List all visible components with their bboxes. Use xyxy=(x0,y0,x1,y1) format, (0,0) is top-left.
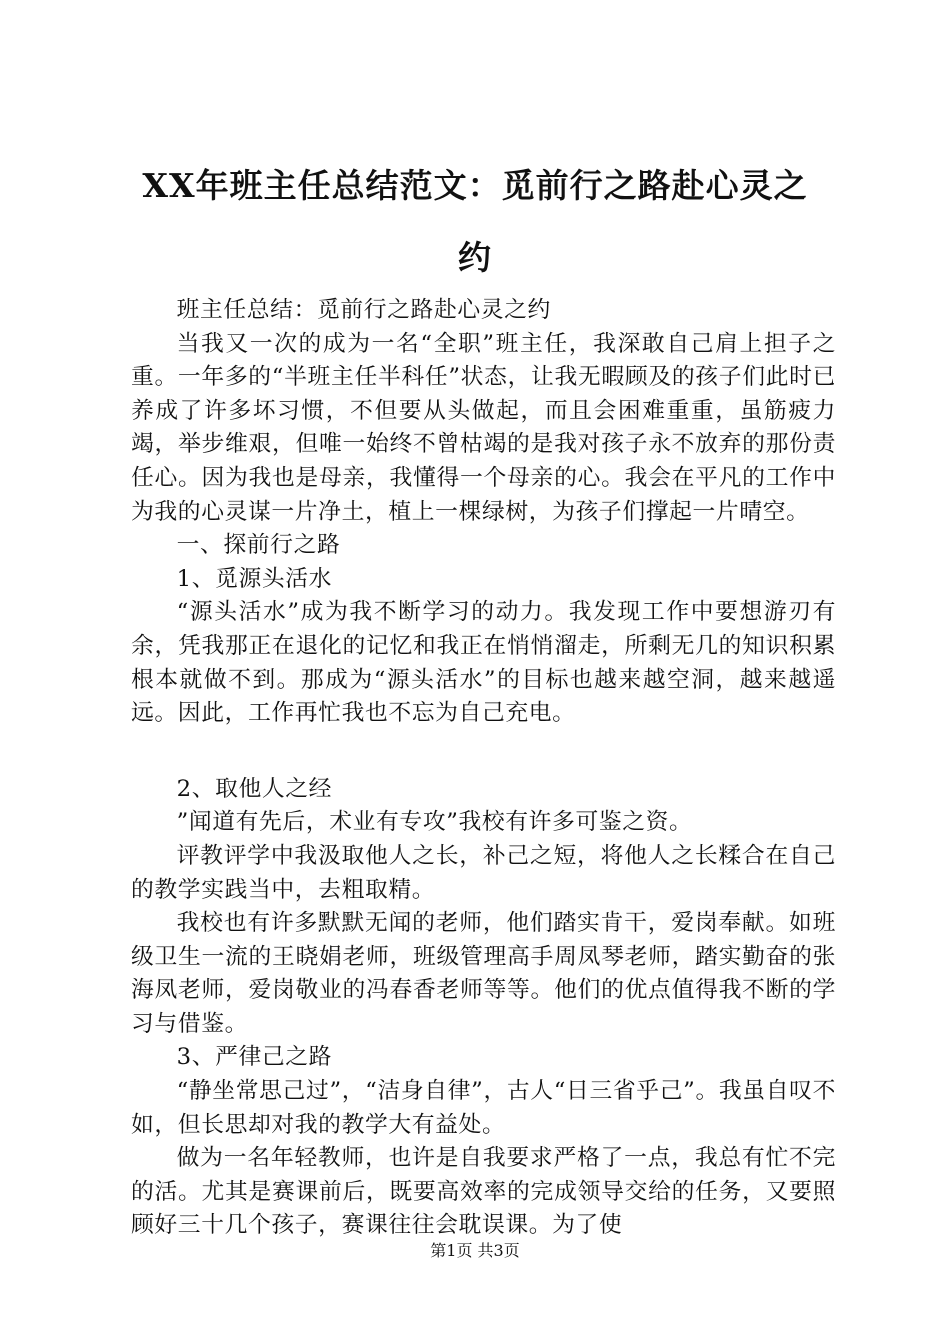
title-line-2: 约 xyxy=(458,238,492,277)
body-paragraph: 做为一名年轻教师，也许是自我要求严格了一点，我总有忙不完的活。尤其是赛课前后，既要高效率的完成领导交给的任务，又要照顾好三十几个孩子，赛课往往会耽误课。为了使 xyxy=(131,1145,836,1239)
body-paragraph: “静坐常思己过”，“洁身自律”，古人“日三省乎己”。我虽自叹不如，但长思却对我的教学大有益处。 xyxy=(131,1078,836,1138)
section-heading: 一、探前行之路 xyxy=(176,532,341,559)
body-paragraph: 我校也有许多默默无闻的老师，他们踏实肯干，爱岗奉献。如班级卫生一流的王晓娟老师，班级管理高手周凤琴老师，踏实勤奋的张海凤老师，爱岗敬业的冯春香老师等等。他们的优点值得我不断的学习与借鉴。 xyxy=(131,910,836,1037)
title-line-1: XX年班主任总结范文：觅前行之路赴心灵之 xyxy=(142,166,808,205)
subsection-heading: 2、取他人之经 xyxy=(176,775,333,802)
document-title xyxy=(120,150,830,294)
body-paragraph: 评教评学中我汲取他人之长，补己之短，将他人之长糅合在自己的教学实践当中，去粗取精。 xyxy=(131,842,836,903)
subsection-heading: 3、严律己之路 xyxy=(176,1044,333,1071)
document-body xyxy=(131,294,836,1243)
body-paragraph: 当我又一次的成为一名“全职”班主任，我深敢自己肩上担子之重。一年多的“半班主任半科任”状态，让我无暇顾及的孩子们此时已养成了许多坏习惯，不但要从头做起，而且会困难重重，虽筋疲力竭，举步维艰，但唯一始终不曾枯竭的是我对孩子永不放弃的那份责任心。因为我也是母亲，我懂得一个母亲的心。我会在平凡的工作中为我的心灵谋一片净土，植上一棵绿树，为孩子们撑起一片晴空。 xyxy=(131,330,836,525)
subsection-heading: 1、觅源头活水 xyxy=(176,565,333,592)
page-footer: 第1页 共3页 xyxy=(430,1241,520,1260)
body-paragraph: ”闻道有先后，术业有专攻”我校有许多可鉴之资。 xyxy=(176,809,693,836)
body-paragraph: “源头活水”成为我不断学习的动力。我发现工作中要想游刃有余，凭我那正在退化的记忆和我正在悄悄溜走，所剩无几的知识积累根本就做不到。那成为“源头活水”的目标也越来越空洞，越来越遥远。因此，工作再忙我也不忘为自己充电。 xyxy=(131,599,836,727)
subtitle-paragraph: 班主任总结：觅前行之路赴心灵之约 xyxy=(176,297,551,323)
